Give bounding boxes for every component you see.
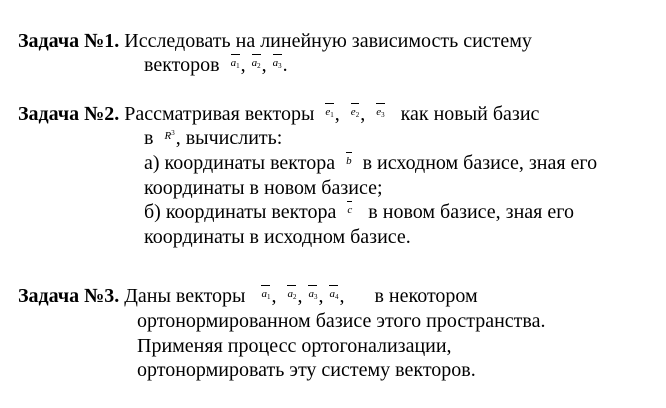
task2-b-text2: координаты в исходном базисе.	[144, 226, 411, 248]
task2-in-word: в	[144, 127, 154, 149]
vector-e2: $e_2$	[350, 106, 360, 119]
task2-text-suffix: как новый базис	[400, 103, 540, 125]
task2-b-line2	[144, 225, 411, 249]
task3-text-suffix: в некотором	[374, 285, 478, 307]
task2-line2	[144, 126, 282, 150]
vector-a1: $a_1$	[230, 57, 240, 70]
task3-line1	[18, 284, 478, 308]
task3-text4: ортонормировать эту систему векторов.	[137, 359, 476, 381]
task1-line2	[144, 53, 288, 77]
period: .	[282, 54, 288, 76]
task2-a-line1	[144, 151, 597, 175]
task2-a-text2: координаты в новом базисе;	[144, 177, 383, 199]
task2-text: Рассматривая векторы	[124, 103, 315, 125]
vector-a1: $a_1$	[261, 288, 271, 301]
task2-label: Задача №2.	[18, 103, 120, 125]
vector-a3: $a_3$	[308, 288, 318, 301]
vector-e3: $e_3$	[376, 106, 385, 119]
separator: ,	[261, 54, 267, 76]
task2-a-line2	[144, 176, 383, 200]
task3-line3	[137, 334, 452, 358]
task3-text3: Применяя процесс ортогонализации,	[137, 335, 452, 357]
task1-vectors-word: векторов	[144, 54, 220, 76]
task2-b-line1	[144, 200, 574, 224]
vector-a2: $a_2$	[251, 57, 261, 70]
task3-label: Задача №3.	[18, 285, 120, 307]
task2-b-text: б) координаты вектора	[144, 201, 337, 223]
task2-compute: , вычислить:	[175, 127, 283, 149]
task1-line1	[18, 29, 532, 53]
task2-a-text: а) координаты вектора	[144, 152, 336, 174]
task1-label: Задача №1.	[18, 30, 120, 52]
separator: ,	[318, 285, 324, 307]
vector-a2: $a_2$	[287, 288, 297, 301]
vector-b: b	[346, 155, 352, 167]
separator: ,	[297, 285, 303, 307]
separator: ,	[240, 54, 246, 76]
space-r3: $R^3$	[164, 129, 175, 142]
task3-text: Даны векторы	[124, 285, 246, 307]
vector-c: c	[347, 204, 353, 216]
separator: ,	[334, 103, 340, 125]
task3-line4	[137, 358, 476, 382]
task1-text: Исследовать на линейную зависимость систему	[124, 30, 532, 52]
separator: ,	[339, 285, 345, 307]
task3-line2	[137, 309, 545, 333]
task3-text2: ортонормированном базисе этого пространства.	[137, 310, 546, 332]
task2-line1	[18, 102, 539, 126]
separator: ,	[271, 285, 277, 307]
vector-a4: $a_4$	[329, 288, 339, 301]
vector-a3: $a_3$	[272, 57, 282, 70]
separator: ,	[360, 103, 366, 125]
task2-a-text-suffix: в исходном базисе, зная его	[362, 152, 598, 174]
vector-e1: $e_1$	[325, 106, 334, 119]
task2-b-text-suffix: в новом базисе, зная его	[368, 201, 574, 223]
